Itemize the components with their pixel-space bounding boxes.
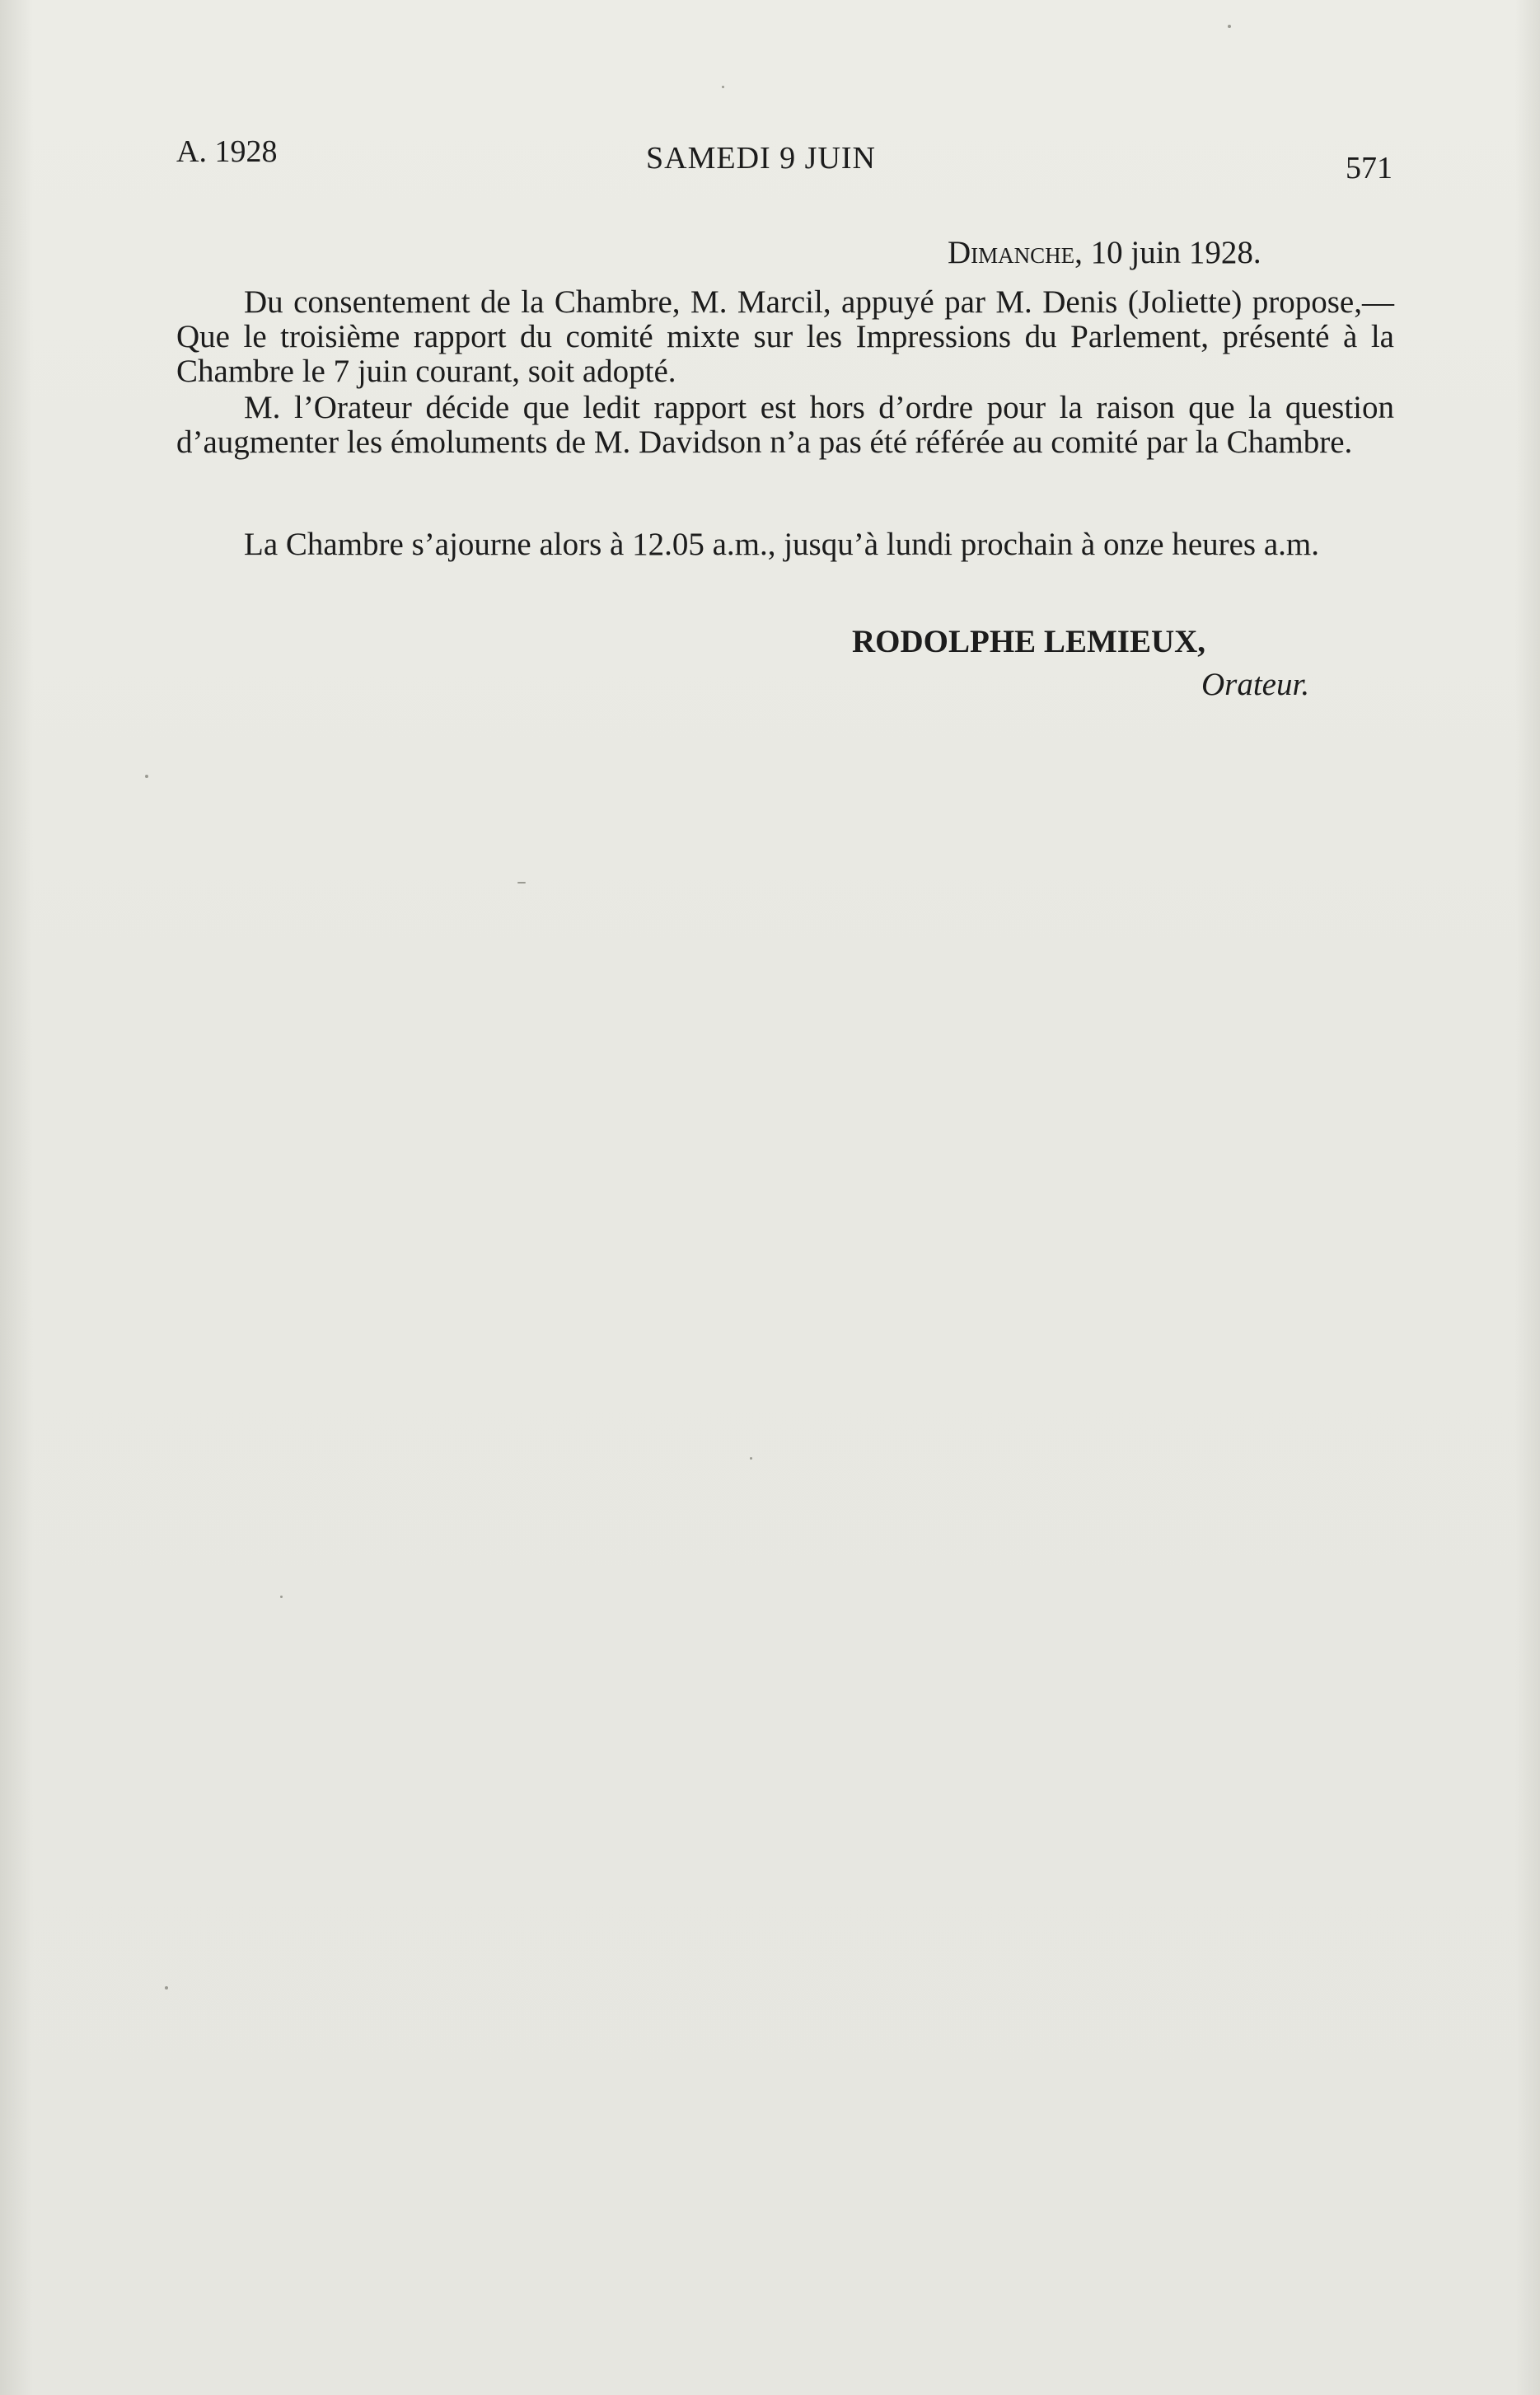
- page-right-edge-shadow: [1515, 0, 1540, 2395]
- dateline-date: , 10 juin 1928.: [1074, 235, 1261, 270]
- paragraph-text: La Chambre s’ajourne alors à 12.05 a.m., jusqu’à lundi prochain à onze heures a.m.: [244, 527, 1319, 562]
- paper-speck: [280, 1596, 283, 1598]
- header-year: A. 1928: [176, 134, 278, 169]
- header-date: SAMEDI 9 JUIN: [646, 141, 876, 176]
- paper-speck: [165, 1986, 168, 1990]
- paper-speck: [1228, 25, 1231, 28]
- paper-speck: [750, 1457, 752, 1460]
- page-number: 571: [1346, 151, 1393, 185]
- signature-title: Orateur.: [1201, 667, 1310, 702]
- page-left-edge-shadow: [0, 0, 33, 2395]
- ruling-paragraph: [176, 391, 1394, 460]
- paragraph-text: Du consentement de la Chambre, M. Marcil, appuyé par M. Denis (Joliette) propose,—Que le troisième rapport du comité mixte sur les Impressions du Parlement, présenté à la Chambre le 7 juin courant, soit adopté.: [176, 284, 1394, 389]
- paper-speck: [145, 775, 148, 778]
- page-header: [0, 134, 1540, 183]
- paper-speck: [722, 86, 724, 88]
- paragraph-text: M. l’Orateur décide que ledit rapport est hors d’ordre pour la raison que la question d’augmenter les émoluments de M. Davidson n’a pas été référée au comité par la Chambre.: [176, 390, 1394, 460]
- paper-speck: [517, 882, 526, 883]
- dateline: [948, 234, 1261, 271]
- motion-paragraph: [176, 285, 1394, 389]
- signature-name: RODOLPHE LEMIEUX,: [852, 624, 1206, 659]
- adjournment-paragraph: [176, 527, 1394, 562]
- dateline-day: Dimanche: [948, 235, 1075, 270]
